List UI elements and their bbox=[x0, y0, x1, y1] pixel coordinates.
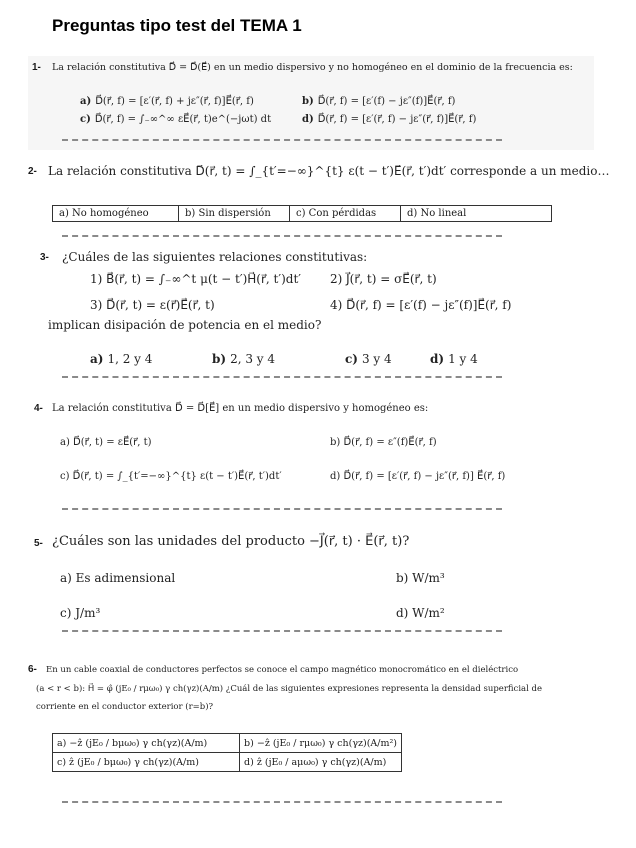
option-a: a) −ẑ (jE₀ / bμω₀) γ ch(γz)(A/m) bbox=[53, 734, 240, 753]
option-d: d) ẑ (jE₀ / aμω₀) γ ch(γz)(A/m) bbox=[240, 753, 402, 772]
option-d bbox=[430, 352, 478, 366]
option-c: c) D⃗(r⃗, t) = ∫_{t′=−∞}^{t} ε(t − t′)E⃗(r⃗, t′)dt′ bbox=[60, 471, 282, 482]
separator bbox=[62, 376, 502, 378]
relation-3: 3) D⃗(r⃗, t) = ε(r⃗)E⃗(r⃗, t) bbox=[90, 298, 215, 312]
option-c bbox=[80, 114, 271, 125]
option-b: b) Sin dispersión bbox=[179, 206, 290, 221]
option-text: 1, 2 y 4 bbox=[107, 352, 153, 366]
option-b bbox=[302, 96, 455, 107]
option-label: c) bbox=[345, 352, 358, 366]
option-a: a) Es adimensional bbox=[60, 571, 176, 585]
option-text: D⃗(r⃗, f) = [ε′(f) − jε″(f)]E⃗(r⃗, f) bbox=[317, 96, 456, 107]
separator bbox=[62, 801, 502, 803]
question-text: La relación constitutiva D⃗ = D⃗[E⃗] en un medio dispersivo y homogéneo es: bbox=[52, 403, 429, 414]
option-d: d) D⃗(r⃗, f) = [ε′(r⃗, f) − jε″(r⃗, f)] E⃗(r⃗, f) bbox=[330, 471, 506, 482]
option-label: d) bbox=[302, 114, 314, 125]
question-text-line-1: En un cable coaxial de conductores perfectos se conoce el campo magnético monocromático en el dieléctrico bbox=[46, 665, 519, 675]
option-a: a) D⃗(r⃗, t) = εE⃗(r⃗, t) bbox=[60, 437, 152, 448]
separator bbox=[62, 630, 502, 632]
option-c: c) Con pérdidas bbox=[290, 206, 401, 221]
question-tail: implican disipación de potencia en el medio? bbox=[48, 318, 322, 332]
relation-1: 1) B⃗(r⃗, t) = ∫₋∞^t μ(t − t′)H⃗(r⃗, t′)dt′ bbox=[90, 272, 302, 286]
option-label: a) bbox=[80, 96, 92, 107]
question-number: 1- bbox=[32, 62, 41, 73]
question-number: 2- bbox=[28, 166, 37, 177]
question-text: La relación constitutiva D⃗ = D⃗(E⃗) en un medio dispersivo y no homogéneo en el dominio de la frecuencia es: bbox=[52, 62, 573, 73]
question-text: ¿Cuáles son las unidades del producto −J⃗(r⃗, t) · E⃗(r⃗, t)? bbox=[52, 534, 410, 549]
option-label: c) bbox=[80, 114, 91, 125]
relation-2: 2) J⃗(r⃗, t) = σE⃗(r⃗, t) bbox=[330, 272, 437, 286]
option-text: D⃗(r⃗, f) = [ε′(r⃗, f) + jε″(r⃗, f)]E⃗(r⃗, f) bbox=[95, 96, 254, 107]
question-text-line-2: (a < r < b): H⃗ = φ̂ (jE₀ / rμω₀) γ ch(γz)(A/m) ¿Cuál de las siguientes expresiones representa la densidad superficial de bbox=[36, 684, 542, 694]
option-text: D⃗(r⃗, f) = [ε′(r⃗, f) − jε″(r⃗, f)]E⃗(r⃗, f) bbox=[317, 114, 477, 125]
question-text: ¿Cuáles de las siguientes relaciones constitutivas: bbox=[62, 250, 368, 264]
option-d bbox=[302, 114, 476, 125]
question-number: 3- bbox=[40, 252, 49, 263]
option-b bbox=[212, 352, 275, 366]
option-c bbox=[345, 352, 392, 366]
page-title: Preguntas tipo test del TEMA 1 bbox=[52, 16, 302, 35]
options-table bbox=[52, 733, 402, 772]
separator bbox=[62, 508, 502, 510]
options-row bbox=[52, 205, 552, 222]
question-number: 6- bbox=[28, 664, 37, 675]
option-b: b) −ẑ (jE₀ / rμω₀) γ ch(γz)(A/m²) bbox=[240, 734, 402, 753]
option-a bbox=[90, 352, 152, 366]
option-c: c) J/m³ bbox=[60, 606, 101, 620]
table-row bbox=[53, 734, 402, 753]
option-text: 1 y 4 bbox=[448, 352, 478, 366]
relation-4: 4) D⃗(r⃗, f) = [ε′(f) − jε″(f)]E⃗(r⃗, f) bbox=[330, 298, 512, 312]
option-b: b) W/m³ bbox=[396, 571, 445, 585]
separator bbox=[62, 139, 502, 141]
option-a: a) No homogéneo bbox=[53, 206, 179, 221]
option-label: d) bbox=[430, 352, 445, 366]
option-d: d) W/m² bbox=[396, 606, 445, 620]
option-label: a) bbox=[90, 352, 104, 366]
question-text-line-3: corriente en el conductor exterior (r=b)? bbox=[36, 702, 214, 712]
question-number: 5- bbox=[34, 538, 43, 549]
option-label: b) bbox=[212, 352, 227, 366]
separator bbox=[62, 235, 502, 237]
question-text: La relación constitutiva D⃗(r⃗, t) = ∫_{t′=−∞}^{t} ε(t − t′)E⃗(r⃗, t′)dt′ corresponde a un medio… bbox=[48, 165, 610, 178]
option-label: b) bbox=[302, 96, 314, 107]
option-b: b) D⃗(r⃗, f) = ε″(f)E⃗(r⃗, f) bbox=[330, 437, 437, 448]
table-row bbox=[53, 753, 402, 772]
option-text: D⃗(r⃗, f) = ∫₋∞^∞ εE⃗(r⃗, t)e^(−jωt) dt bbox=[94, 114, 272, 125]
option-d: d) No lineal bbox=[407, 208, 467, 219]
option-text: 3 y 4 bbox=[361, 352, 392, 366]
question-number: 4- bbox=[34, 403, 43, 414]
option-a bbox=[80, 96, 254, 107]
option-c: c) ẑ (jE₀ / bμω₀) γ ch(γz)(A/m) bbox=[53, 753, 240, 772]
option-text: 2, 3 y 4 bbox=[230, 352, 276, 366]
